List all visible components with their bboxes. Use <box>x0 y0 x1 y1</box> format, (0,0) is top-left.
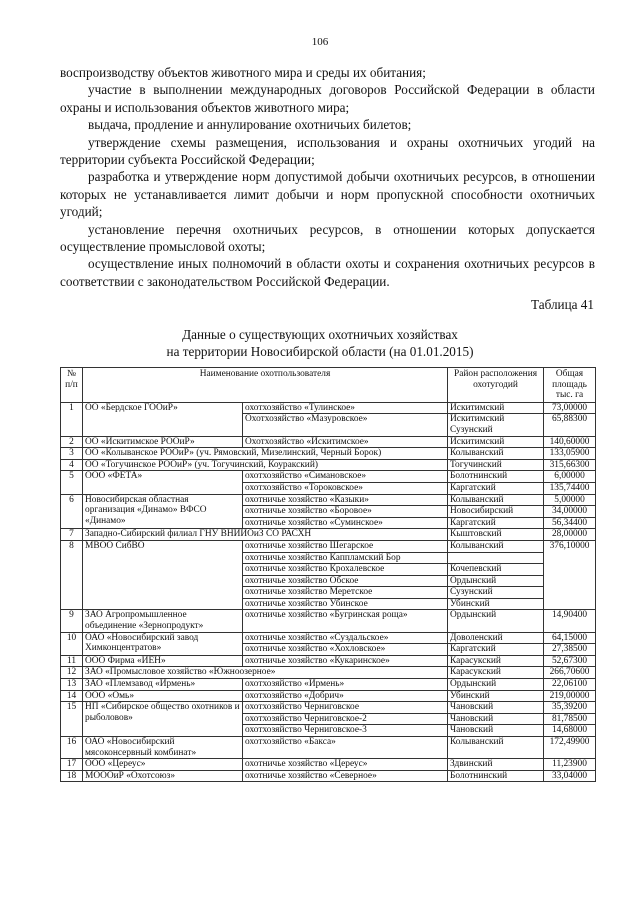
row-number: 7 <box>61 529 83 541</box>
hunting-farm-name: Охотхозяйство «Искитимское» <box>243 436 448 448</box>
area-value: 140,60000 <box>544 436 596 448</box>
area-value: 135,74400 <box>544 482 596 494</box>
organization-name: ОАО «Новосибирский мясоконсервный комбинат» <box>83 737 243 759</box>
table-row <box>61 540 596 552</box>
organization-name: Западно-Сибирский филиал ГНУ ВНИИОиЗ СО РАСХН <box>83 529 448 541</box>
table-row <box>61 529 596 541</box>
area-value: 11,23900 <box>544 759 596 771</box>
area-value: 133,05900 <box>544 448 596 460</box>
area-value: 5,00000 <box>544 494 596 506</box>
row-number: 14 <box>61 690 83 702</box>
area-value: 219,00000 <box>544 690 596 702</box>
area-value: 28,00000 <box>544 529 596 541</box>
area-value: 27,38500 <box>544 644 596 656</box>
region-name: Колыванский <box>448 494 544 506</box>
hunting-farm-name: охотничье хозяйство «Цереус» <box>243 759 448 771</box>
table-caption <box>0 326 640 360</box>
paragraph: участие в выполнении международных договоров Российской Федерации в области охраны и использования объектов животного мира; <box>60 82 595 115</box>
row-number: 13 <box>61 679 83 691</box>
region-name: Ордынский <box>448 610 544 632</box>
row-number: 15 <box>61 702 83 737</box>
hunting-farm-name: охотничье хозяйство «Кукаринское» <box>243 655 448 667</box>
hunting-farm-name: охотничье хозяйство «Бугринская роща» <box>243 610 448 632</box>
area-value: 14,68000 <box>544 725 596 737</box>
region-name: Колыванский <box>448 448 544 460</box>
region-name: Каргатский <box>448 517 544 529</box>
organization-name: ОАО «Новосибирский завод Химконцентратов» <box>83 632 243 655</box>
region-name <box>448 552 544 564</box>
table-row <box>61 655 596 667</box>
hunting-farm-name: охотничье хозяйство «Суздальское» <box>243 632 448 644</box>
hunting-farm-name: охотничье хозяйство «Северное» <box>243 770 448 782</box>
hunting-farm-name: охотхозяйство «Добрич» <box>243 690 448 702</box>
row-number: 18 <box>61 770 83 782</box>
region-name: Каргатский <box>448 644 544 656</box>
row-number: 11 <box>61 655 83 667</box>
region-name: Болотнинский <box>448 770 544 782</box>
row-number: 4 <box>61 459 83 471</box>
area-value: 33,04000 <box>544 770 596 782</box>
row-number: 12 <box>61 667 83 679</box>
hunting-farm-name: охотхозяйство «Ирмень» <box>243 679 448 691</box>
row-number: 5 <box>61 471 83 494</box>
header-region: Район расположения охотугодий <box>448 368 544 403</box>
table-row <box>61 632 596 644</box>
area-value: 52,67300 <box>544 655 596 667</box>
table-row <box>61 402 596 414</box>
table-row <box>61 759 596 771</box>
region-name: Кочепевский <box>448 564 544 576</box>
area-value: 56,34400 <box>544 517 596 529</box>
hunting-farm-name: охотничье хозяйство Убинское <box>243 598 448 610</box>
row-number: 10 <box>61 632 83 655</box>
hunting-farm-name: охотничье хозяйство «Суминское» <box>243 517 448 529</box>
region-name: Тогучинский <box>448 459 544 471</box>
region-name: Болотнинский <box>448 471 544 483</box>
table-row <box>61 702 596 714</box>
hunting-farm-name: охотничье хозяйство «Боровое» <box>243 506 448 518</box>
region-name: Чановский <box>448 713 544 725</box>
region-name: Искитимский <box>448 436 544 448</box>
region-name: Карасукский <box>448 655 544 667</box>
organization-name: НП «Сибирское общество охотников и рыболовов» <box>83 702 243 737</box>
organization-name: ЗАО «Промысловое хозяйство «Южноозерное» <box>83 667 448 679</box>
region-name: Доволенский <box>448 632 544 644</box>
region-name: Сузунский <box>448 587 544 599</box>
paragraph: разработка и утверждение норм допустимой добычи охотничьих ресурсов, в отношении которых не устанавливается лимит добычи и норм пропускной способности охотничьих угодий; <box>60 169 595 220</box>
region-name: Искитимский <box>448 402 544 414</box>
header-name: Наименование охотпользователя <box>83 368 448 403</box>
paragraph: осуществление иных полномочий в области охоты и сохранения охотничьих ресурсов в соответствии с законодательством Российской Федерации. <box>60 256 595 289</box>
header-area: Общая площадь тыс. га <box>544 368 596 403</box>
table-row <box>61 494 596 506</box>
hunting-farm-name: охотхозяйство «Тороковское» <box>243 482 448 494</box>
area-value: 73,00000 <box>544 402 596 414</box>
area-value: 266,70600 <box>544 667 596 679</box>
area-value: 35,39200 <box>544 702 596 714</box>
row-number: 17 <box>61 759 83 771</box>
organization-name: МОООиР «Охотсоюз» <box>83 770 243 782</box>
region-name: Колыванский <box>448 737 544 759</box>
table-row <box>61 459 596 471</box>
hunting-farm-name: охотхозяйство «Симановское» <box>243 471 448 483</box>
row-number: 16 <box>61 737 83 759</box>
organization-name: ОО «Бердское ГООиР» <box>83 402 243 436</box>
caption-line-2: на территории Новосибирской области (на 01.01.2015) <box>166 344 474 359</box>
hunting-farm-name: охотничье хозяйство «Казыки» <box>243 494 448 506</box>
caption-line-1: Данные о существующих охотничьих хозяйствах <box>182 327 458 342</box>
area-value: 81,78500 <box>544 713 596 725</box>
table-row <box>61 610 596 632</box>
table-row <box>61 448 596 460</box>
area-value: 64,15000 <box>544 632 596 644</box>
row-number: 8 <box>61 540 83 610</box>
hunting-farm-name: охотхозяйство «Бакса» <box>243 737 448 759</box>
region-name: Убинский <box>448 690 544 702</box>
hunting-farm-name: охотничье хозяйство Меретское <box>243 587 448 599</box>
region-name: Каргатский <box>448 482 544 494</box>
area-value: 172,49900 <box>544 737 596 759</box>
area-value: 65,88300 <box>544 414 596 436</box>
table-row <box>61 471 596 483</box>
hunting-farm-name: Охотхозяйство «Мазуровское» <box>243 414 448 436</box>
hunting-farm-name: охотничье хозяйство Крохалевское <box>243 564 448 576</box>
hunting-farm-name: охотничье хозяйство Каппламский Бор <box>243 552 448 564</box>
region-name: Чановский <box>448 725 544 737</box>
organization-name: ООО Фирма «ИЕН» <box>83 655 243 667</box>
hunting-farm-name: охотничье хозяйство Шегарское <box>243 540 448 552</box>
organization-name: ЗАО «Племзавод «Ирмень» <box>83 679 243 691</box>
area-value: 34,00000 <box>544 506 596 518</box>
hunting-farm-name: охотничье хозяйство Обское <box>243 575 448 587</box>
organization-name: ООО «Омь» <box>83 690 243 702</box>
header-num: № п/п <box>61 368 83 403</box>
row-number: 9 <box>61 610 83 632</box>
region-name: Кыштовский <box>448 529 544 541</box>
region-name: Убинский <box>448 598 544 610</box>
row-number: 3 <box>61 448 83 460</box>
table-row <box>61 436 596 448</box>
hunting-farm-name: охотничье хозяйство «Хохловское» <box>243 644 448 656</box>
organization-name: ОО «Искитимское РООиР» <box>83 436 243 448</box>
organization-name: ОО «Тогучинское РООиР» (уч. Тогучинский, Коуракский) <box>83 459 448 471</box>
hunting-farms-table <box>60 367 596 782</box>
organization-name: ООО «ФЕТА» <box>83 471 243 494</box>
organization-name: ЗАО Агропромышленное объединение «Зернопродукт» <box>83 610 243 632</box>
area-value: 6,00000 <box>544 471 596 483</box>
area-value: 22,06100 <box>544 679 596 691</box>
region-name: Ордынский <box>448 575 544 587</box>
row-number: 2 <box>61 436 83 448</box>
organization-name: ОО «Колыванское РООиР» (уч. Рямовский, Мизелинский, Черный Борок) <box>83 448 448 460</box>
table-row <box>61 679 596 691</box>
region-name: Чановский <box>448 702 544 714</box>
hunting-farm-name: охотхозяйство Черниговское <box>243 702 448 714</box>
table-row <box>61 690 596 702</box>
table-header-row <box>61 368 596 403</box>
paragraph: воспроизводству объектов животного мира и среды их обитания; <box>60 65 426 80</box>
region-name: Искитимский Сузунский <box>448 414 544 436</box>
table-row <box>61 770 596 782</box>
paragraph: установление перечня охотничьих ресурсов, в отношении которых допускается осуществление промысловой охоты; <box>60 221 595 255</box>
area-value: 315,66300 <box>544 459 596 471</box>
table-row <box>61 737 596 759</box>
region-name: Колыванский <box>448 540 544 552</box>
row-number: 6 <box>61 494 83 529</box>
area-value: 14,90400 <box>544 610 596 632</box>
hunting-farm-name: охотхозяйство Черниговское-3 <box>243 725 448 737</box>
organization-name: МВОО СибВО <box>83 540 243 610</box>
organization-name: ООО «Цереус» <box>83 759 243 771</box>
area-value: 376,10000 <box>544 540 596 610</box>
region-name: Карасукский <box>448 667 544 679</box>
organization-name: Новосибирская областная организация «Динамо» ВФСО «Динамо» <box>83 494 243 529</box>
paragraph: выдача, продление и аннулирование охотничьих билетов; <box>88 117 412 133</box>
hunting-farm-name: охотхозяйство Черниговское-2 <box>243 713 448 725</box>
hunting-farm-name: охотхозяйство «Тулинское» <box>243 402 448 414</box>
row-number: 1 <box>61 402 83 436</box>
body-text <box>60 64 595 290</box>
paragraph: утверждение схемы размещения, использования и охраны охотничьих угодий на территории субъекта Российской Федерации; <box>60 134 595 168</box>
region-name: Новосибирский <box>448 506 544 518</box>
region-name: Ордынский <box>448 679 544 691</box>
page-number: 106 <box>311 36 329 48</box>
table-label: Таблица 41 <box>531 297 594 312</box>
region-name: Здвинский <box>448 759 544 771</box>
table-row <box>61 667 596 679</box>
